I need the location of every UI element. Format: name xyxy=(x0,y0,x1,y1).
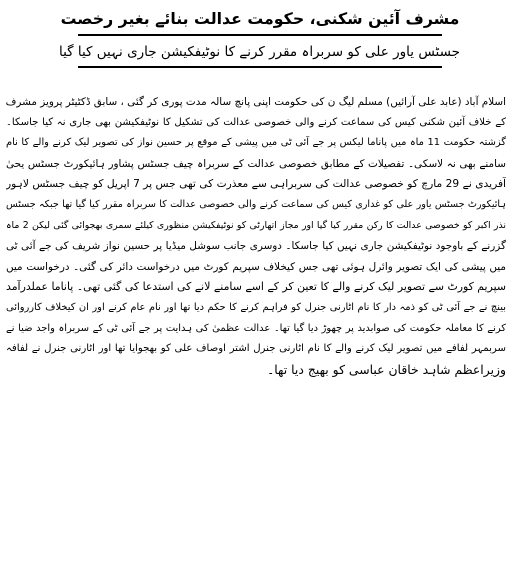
article-body xyxy=(6,92,506,380)
body-line: وزیراعظم شاہد خاقان عباسی کو بھیج دیا تھا۔ xyxy=(267,361,506,377)
body-line: میں پیشی کی ایک تصویر وائرل ہوئی تھی جس کیخلاف سپریم کورٹ میں درخواست دائر کی گئی۔ درخواست میں xyxy=(6,260,506,273)
body-line: سامنے بھی نہ لاسکی۔ تفصیلات کے مطابق خصوصی عدالت کے سربراہ چیف جسٹس پشاور ہائیکورٹ جسٹس یحیٰ xyxy=(6,157,506,170)
body-line: ہائیکورٹ جسٹس یاور علی کو غداری کیس کی سماعت کرنے والی خصوصی عدالت کا سربراہ مقرر کیا گیا تھا جبکہ جسٹس xyxy=(6,198,506,210)
subheadline-divider xyxy=(78,66,442,68)
body-line: اسلام آباد (عابد علی آرائیں) مسلم لیگ ن کی حکومت اپنی پانچ سالہ مدت پوری کر گئی ، سابق ڈکٹیٹر پرویز مشرف xyxy=(6,96,506,108)
body-line: کرنے کا معاملہ حکومت کی صوابدید پر چھوڑ دیا گیا تھا۔ عدالت عظمیٰ کی ہدایت پر جے آئی ٹی کے سربراہ واجد ضیا نے xyxy=(6,322,506,334)
headline-block xyxy=(60,6,460,72)
headline-divider xyxy=(78,34,442,36)
body-line: آفریدی نے 29 مارچ کو خصوصی عدالت کی سربراہی سے معذرت کی تھی جس پر 7 اپریل کو چیف جسٹس لاہور xyxy=(6,177,506,191)
body-line: بینچ نے جے آئی ٹی کو ذمہ دار کا نام اٹارنی جنرل کو فراہم کرنے کا حکم دیا تھا اور نام عام کرنے اور ان کیخلاف کارروائی xyxy=(6,301,506,313)
subheadline: جسٹس یاور علی کو سربراہ مقرر کرنے کا نوٹیفکیشن جاری نہیں کیا گیا xyxy=(58,44,460,60)
body-line: سربمہر لفافے میں تصویر لیک کرنے والے کا نام اٹارنی جنرل اشتر اوصاف علی کو بھجوایا تھا اور اٹارنی جنرل نے لفافہ xyxy=(6,343,506,355)
body-line: گزشتہ حکومت 11 ماہ میں پاناما لیکس پر جے آئی ٹی میں پیشی کے موقع پر حسین نواز کی تصویر لیک کرنے والے کا نام xyxy=(6,137,506,149)
headline: مشرف آئین شکنی، حکومت عدالت بنائے بغیر رخصت xyxy=(60,9,460,28)
body-line: کے خلاف آئین شکنی کیس کی سماعت کرنے والی خصوصی عدالت کی تشکیل کا نوٹیفکیشن بھی جاری نہ کیا جاسکا۔ xyxy=(6,116,506,128)
body-line: گزرنے کے باوجود نوٹیفکیشن جاری نہیں کیا جاسکا۔ دوسری جانب سوشل میڈیا پر حسین نواز شریف کی جے آئی ٹی xyxy=(6,240,506,253)
body-line: نذر اکبر کو خصوصی عدالت کا رکن مقرر کیا گیا اور مجاز اتھارٹی کو نوٹیفکیشن منظوری کیلئے سمری بھجوائی گئی لیکن 2 ماہ xyxy=(6,219,506,231)
body-line: سپریم کورٹ سے تصویر لیک کرنے والے کا تعین کر کے اسے سامنے لانے کی استدعا کی گئی تھی۔ پاناما عملدرآمد xyxy=(6,280,506,294)
